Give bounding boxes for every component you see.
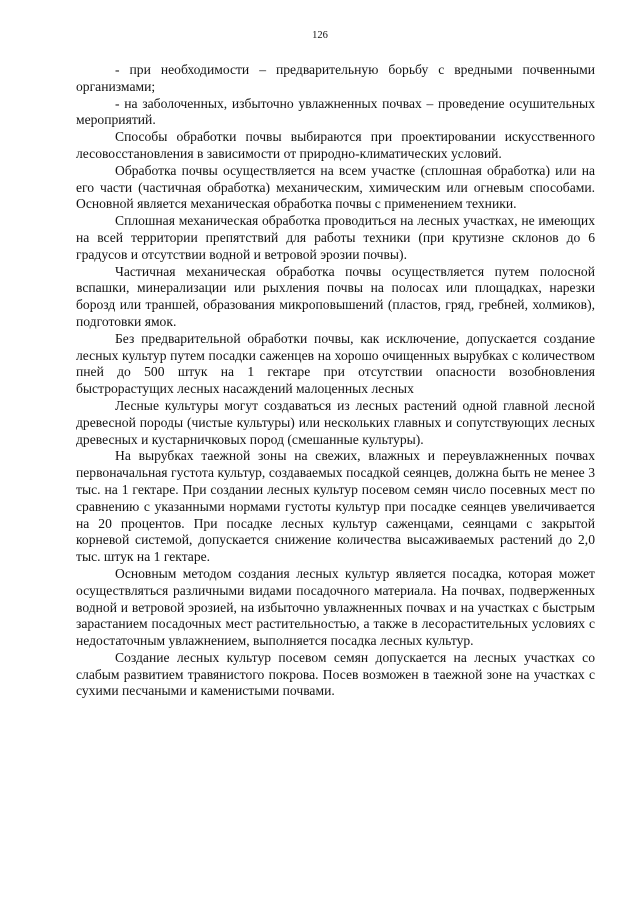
body-text bbox=[76, 62, 595, 700]
paragraph: Частичная механическая обработка почвы осуществляется путем полосной вспашки, минерализации или рыхления почвы на полосах или площадках, нарезки борозд или траншей, образования микроповышений (пластов, гряд, гребней, холмиков), подготовки ямок. bbox=[76, 263, 595, 329]
paragraph: Способы обработки почвы выбираются при проектировании искусственного лесовосстановления в зависимости от природно-климатических условий. bbox=[76, 129, 595, 161]
paragraph: Обработка почвы осуществляется на всем участке (сплошная обработка) или на его части (частичная обработка) механическим, химическим или огневым способами. Основной является механическая обработка почвы с применением техники. bbox=[76, 162, 595, 212]
paragraph: - на заболоченных, избыточно увлажненных почвах – проведение осушительных мероприятий. bbox=[76, 95, 595, 128]
paragraph: Основным методом создания лесных культур является посадка, которая может осуществляться различными видами посадочного материала. На почвах, подверженных водной и ветровой эрозией, на избыточно увлажненных почвах и на участках с быстрым зарастанием посадочных мест растительностью, а также в лесорастительных условиях с недостаточным увлажнением, выполняется посадка лесных культур. bbox=[76, 565, 595, 649]
paragraph: Лесные культуры могут создаваться из лесных растений одной главной лесной древесной породы (чистые культуры) или нескольких главных и сопутствующих лесных древесных и кустарничковых пород (смешанные культуры). bbox=[76, 397, 595, 447]
paragraph: - при необходимости – предварительную борьбу с вредными почвенными организмами; bbox=[76, 62, 595, 94]
page-number: 126 bbox=[312, 30, 328, 41]
paragraph: На вырубках таежной зоны на свежих, влажных и переувлажненных почвах первоначальная густота культур, создаваемых посадкой сеянцев, должна быть не менее 3 тыс. на 1 гектаре. При создании лесных культур посевом семян число посевных мест по сравнению с указанными нормами густоты культур при посадке сеянцев увеличивается на 20 процентов. При посадке лесных культур саженцами, сеянцами с закрытой корневой системой, допускается снижение количества высаживаемых растений до 2,0 тыс. штук на 1 гектаре. bbox=[76, 448, 595, 565]
paragraph: Без предварительной обработки почвы, как исключение, допускается создание лесных культур путем посадки саженцев на хорошо очищенных вырубках с количеством пней до 500 штук на 1 гектаре при отсутствии опасности возобновления быстрорастущих лесных насаждений малоценных лесных bbox=[76, 330, 595, 397]
paragraph: Сплошная механическая обработка проводиться на лесных участках, не имеющих на всей территории препятствий для работы техники (при крутизне склонов до 6 градусов и отсутствии водной и ветровой эрозии почвы). bbox=[76, 213, 595, 262]
paragraph: Создание лесных культур посевом семян допускается на лесных участках со слабым развитием травянистого покрова. Посев возможен в таежной зоне на участках с сухими песчаными и каменистыми почвами. bbox=[76, 649, 595, 699]
